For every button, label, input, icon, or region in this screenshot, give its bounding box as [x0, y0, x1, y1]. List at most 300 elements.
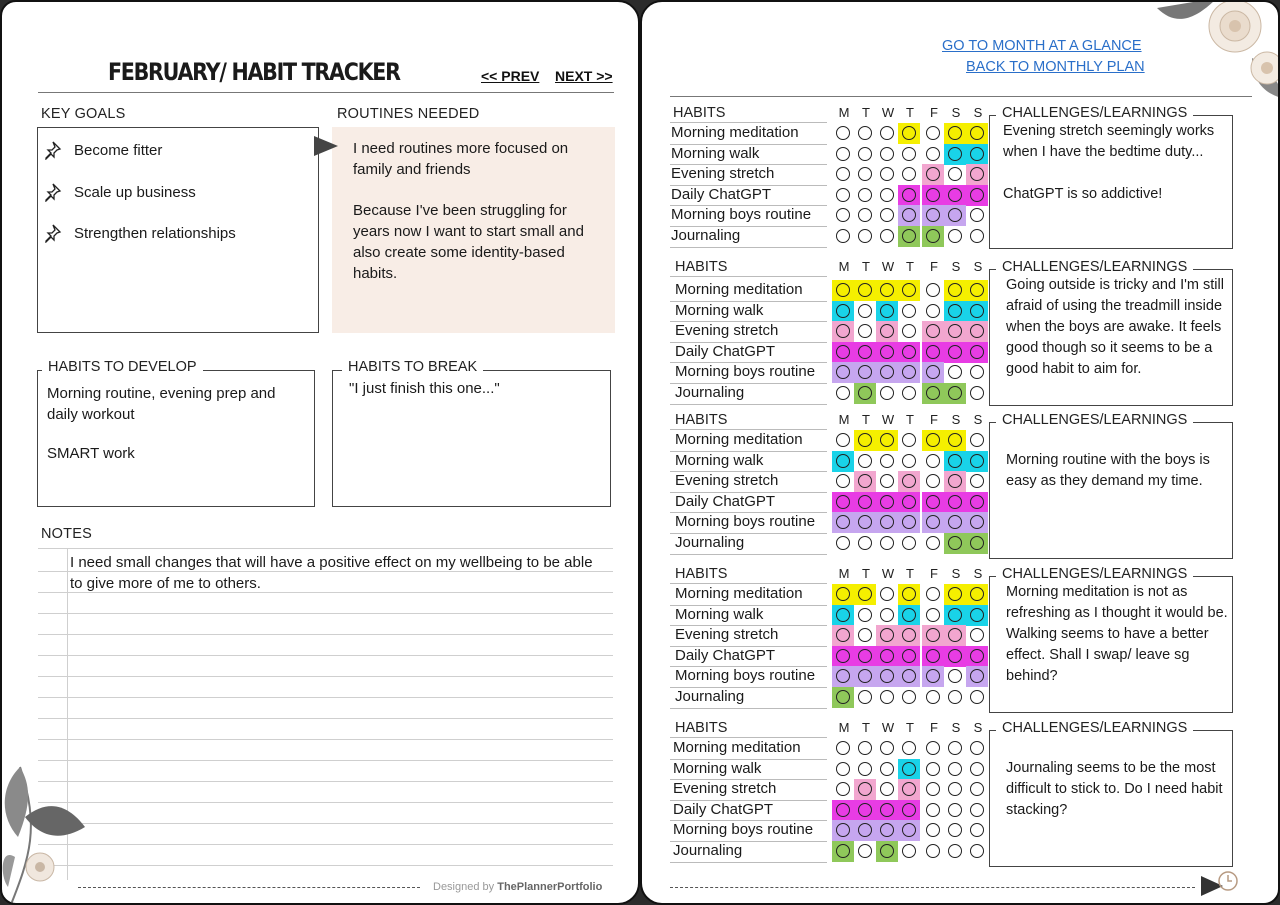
habit-check[interactable]: [854, 605, 876, 626]
check-circle-icon: [970, 803, 984, 817]
habit-check[interactable]: [944, 430, 966, 451]
check-circle-icon: [880, 649, 894, 663]
check-circle-icon: [880, 208, 894, 222]
habit-check[interactable]: [876, 584, 898, 605]
check-circle-icon: [970, 587, 984, 601]
check-circle-icon: [926, 229, 940, 243]
check-circle-icon: [926, 208, 940, 222]
habit-check[interactable]: [832, 779, 854, 800]
habit-check[interactable]: [832, 625, 854, 646]
habit-check[interactable]: [898, 123, 920, 144]
check-circle-icon: [902, 823, 916, 837]
check-circle-icon: [948, 587, 962, 601]
habit-check[interactable]: [854, 342, 876, 363]
arrow-right-icon: [314, 136, 342, 158]
habit-check[interactable]: [898, 584, 920, 605]
check-circle-icon: [970, 345, 984, 359]
habit-check[interactable]: [832, 144, 854, 165]
habit-check[interactable]: [898, 512, 920, 533]
habit-check[interactable]: [922, 451, 944, 472]
habit-check[interactable]: [832, 342, 854, 363]
check-circle-icon: [970, 741, 984, 755]
habit-check[interactable]: [832, 666, 854, 687]
habit-row-rule: [670, 404, 827, 405]
habit-check[interactable]: [876, 185, 898, 206]
day-label: T: [906, 105, 914, 120]
habit-check[interactable]: [922, 383, 944, 404]
check-circle-icon: [948, 690, 962, 704]
pin-icon: [42, 140, 62, 160]
habit-check[interactable]: [854, 280, 876, 301]
check-circle-icon: [948, 741, 962, 755]
habit-check[interactable]: [944, 123, 966, 144]
habit-check[interactable]: [876, 625, 898, 646]
habit-check[interactable]: [832, 123, 854, 144]
habit-check[interactable]: [898, 800, 920, 821]
habit-check[interactable]: [966, 533, 988, 554]
check-circle-icon: [926, 283, 940, 297]
check-circle-icon: [926, 126, 940, 140]
day-label: M: [838, 412, 850, 427]
habit-check[interactable]: [876, 492, 898, 513]
habit-check[interactable]: [966, 779, 988, 800]
habit-check[interactable]: [898, 625, 920, 646]
habit-check[interactable]: [944, 533, 966, 554]
check-circle-icon: [948, 844, 962, 858]
check-circle-icon: [948, 454, 962, 468]
habit-check[interactable]: [876, 759, 898, 780]
habit-check[interactable]: [898, 820, 920, 841]
habit-check[interactable]: [854, 164, 876, 185]
habit-check[interactable]: [832, 646, 854, 667]
habit-check[interactable]: [832, 841, 854, 862]
habit-check[interactable]: [854, 779, 876, 800]
habit-check[interactable]: [854, 738, 876, 759]
habit-check[interactable]: [876, 451, 898, 472]
habit-check[interactable]: [922, 301, 944, 322]
habit-check[interactable]: [832, 451, 854, 472]
check-circle-icon: [970, 762, 984, 776]
habit-check[interactable]: [832, 512, 854, 533]
habit-check[interactable]: [966, 759, 988, 780]
habit-check[interactable]: [854, 646, 876, 667]
habit-name: Journaling: [675, 688, 745, 705]
habit-check[interactable]: [898, 759, 920, 780]
habit-check[interactable]: [966, 841, 988, 862]
check-circle-icon: [836, 229, 850, 243]
habit-check[interactable]: [876, 800, 898, 821]
habit-check[interactable]: [898, 492, 920, 513]
check-circle-icon: [880, 386, 894, 400]
habit-check[interactable]: [944, 646, 966, 667]
habit-check[interactable]: [944, 280, 966, 301]
habit-check[interactable]: [944, 800, 966, 821]
habit-check[interactable]: [832, 492, 854, 513]
habit-check[interactable]: [854, 584, 876, 605]
check-circle-icon: [970, 229, 984, 243]
check-circle-icon: [902, 474, 916, 488]
habit-check[interactable]: [922, 164, 944, 185]
habit-check[interactable]: [898, 646, 920, 667]
habit-check[interactable]: [832, 738, 854, 759]
habit-check[interactable]: [922, 205, 944, 226]
check-circle-icon: [902, 803, 916, 817]
habit-check[interactable]: [854, 430, 876, 451]
check-circle-icon: [836, 386, 850, 400]
habit-check[interactable]: [966, 123, 988, 144]
habit-check[interactable]: [898, 666, 920, 687]
habit-check[interactable]: [922, 584, 944, 605]
habit-check[interactable]: [922, 430, 944, 451]
habit-check[interactable]: [854, 471, 876, 492]
habit-check[interactable]: [922, 185, 944, 206]
habit-check[interactable]: [876, 383, 898, 404]
habit-check[interactable]: [922, 123, 944, 144]
habit-check[interactable]: [944, 185, 966, 206]
habit-check[interactable]: [854, 841, 876, 862]
habit-check[interactable]: [898, 342, 920, 363]
habit-check[interactable]: [876, 841, 898, 862]
habit-check[interactable]: [966, 605, 988, 626]
habit-row-rule: [670, 247, 827, 248]
habit-name: Evening stretch: [675, 322, 779, 340]
habit-check[interactable]: [898, 301, 920, 322]
check-circle-icon: [926, 386, 940, 400]
habit-check[interactable]: [944, 301, 966, 322]
habit-check[interactable]: [854, 820, 876, 841]
habit-check[interactable]: [876, 666, 898, 687]
habit-check[interactable]: [854, 625, 876, 646]
check-circle-icon: [970, 188, 984, 202]
habit-check[interactable]: [922, 800, 944, 821]
habit-check[interactable]: [922, 605, 944, 626]
habit-check[interactable]: [832, 164, 854, 185]
check-circle-icon: [880, 690, 894, 704]
habit-check[interactable]: [966, 430, 988, 451]
check-circle-icon: [970, 365, 984, 379]
habit-check[interactable]: [832, 584, 854, 605]
habit-check[interactable]: [966, 820, 988, 841]
habit-check[interactable]: [922, 342, 944, 363]
habit-check[interactable]: [854, 800, 876, 821]
footer-rule: [78, 887, 420, 888]
habit-check[interactable]: [854, 451, 876, 472]
habit-check[interactable]: [876, 226, 898, 247]
habit-check[interactable]: [966, 646, 988, 667]
habit-check[interactable]: [854, 383, 876, 404]
habit-check[interactable]: [922, 471, 944, 492]
goal-item: Scale up business: [42, 182, 196, 202]
habit-check[interactable]: [832, 185, 854, 206]
check-circle-icon: [926, 690, 940, 704]
habit-check[interactable]: [966, 205, 988, 226]
habit-check[interactable]: [832, 226, 854, 247]
habit-check[interactable]: [854, 144, 876, 165]
day-label: M: [838, 566, 850, 581]
habit-check[interactable]: [966, 342, 988, 363]
habit-check[interactable]: [966, 666, 988, 687]
habit-check[interactable]: [898, 471, 920, 492]
month-glance-link[interactable]: GO TO MONTH AT A GLANCE: [942, 38, 1142, 54]
habit-check[interactable]: [898, 841, 920, 862]
check-circle-icon: [836, 304, 850, 318]
check-circle-icon: [902, 669, 916, 683]
habit-check[interactable]: [966, 185, 988, 206]
habit-check[interactable]: [876, 430, 898, 451]
habit-check[interactable]: [854, 666, 876, 687]
habit-name: Morning meditation: [671, 124, 799, 141]
habit-check[interactable]: [944, 471, 966, 492]
habit-check[interactable]: [966, 321, 988, 342]
prev-link[interactable]: << PREV: [481, 68, 540, 84]
check-circle-icon: [880, 587, 894, 601]
check-circle-icon: [926, 844, 940, 858]
habit-check[interactable]: [854, 533, 876, 554]
habit-check[interactable]: [944, 584, 966, 605]
habit-check[interactable]: [898, 205, 920, 226]
habit-check[interactable]: [922, 226, 944, 247]
check-circle-icon: [926, 474, 940, 488]
habit-check[interactable]: [922, 841, 944, 862]
habit-check[interactable]: [832, 280, 854, 301]
check-circle-icon: [902, 126, 916, 140]
habit-check[interactable]: [854, 759, 876, 780]
check-circle-icon: [836, 126, 850, 140]
habit-check[interactable]: [922, 666, 944, 687]
habit-check[interactable]: [922, 759, 944, 780]
habit-check[interactable]: [876, 321, 898, 342]
habit-check[interactable]: [966, 226, 988, 247]
pin-icon: [42, 223, 62, 243]
habit-check[interactable]: [876, 738, 898, 759]
habit-check[interactable]: [898, 321, 920, 342]
habit-check[interactable]: [966, 471, 988, 492]
habit-check[interactable]: [832, 800, 854, 821]
habit-check[interactable]: [854, 512, 876, 533]
habit-check[interactable]: [854, 321, 876, 342]
habit-check[interactable]: [898, 451, 920, 472]
habit-check[interactable]: [832, 362, 854, 383]
day-label: T: [906, 412, 914, 427]
habit-check[interactable]: [832, 759, 854, 780]
habit-check[interactable]: [944, 342, 966, 363]
habit-check[interactable]: [944, 512, 966, 533]
habit-check[interactable]: [922, 625, 944, 646]
day-label: T: [906, 259, 914, 274]
check-circle-icon: [948, 283, 962, 297]
habit-check[interactable]: [898, 383, 920, 404]
habit-check[interactable]: [832, 383, 854, 404]
check-circle-icon: [948, 628, 962, 642]
habit-check[interactable]: [898, 185, 920, 206]
habit-check[interactable]: [832, 301, 854, 322]
check-circle-icon: [880, 345, 894, 359]
habit-check[interactable]: [922, 492, 944, 513]
habit-check[interactable]: [876, 280, 898, 301]
check-circle-icon: [926, 628, 940, 642]
habit-check[interactable]: [922, 321, 944, 342]
habit-check[interactable]: [876, 605, 898, 626]
habit-check[interactable]: [898, 779, 920, 800]
habit-check[interactable]: [854, 205, 876, 226]
habit-check[interactable]: [944, 687, 966, 708]
habit-check[interactable]: [966, 362, 988, 383]
habit-check[interactable]: [944, 226, 966, 247]
key-goals-label: KEY GOALS: [41, 106, 126, 122]
habit-check[interactable]: [944, 205, 966, 226]
habit-check[interactable]: [966, 451, 988, 472]
habit-check[interactable]: [944, 362, 966, 383]
habit-check[interactable]: [832, 533, 854, 554]
check-circle-icon: [836, 474, 850, 488]
check-circle-icon: [880, 608, 894, 622]
habit-check[interactable]: [966, 301, 988, 322]
habit-check[interactable]: [944, 738, 966, 759]
check-circle-icon: [926, 365, 940, 379]
check-circle-icon: [858, 365, 872, 379]
habit-check[interactable]: [944, 144, 966, 165]
next-link[interactable]: NEXT >>: [555, 68, 613, 84]
habit-check[interactable]: [898, 605, 920, 626]
habit-check[interactable]: [832, 430, 854, 451]
habit-check[interactable]: [898, 226, 920, 247]
habit-check[interactable]: [876, 779, 898, 800]
habit-check[interactable]: [876, 471, 898, 492]
habit-check[interactable]: [854, 226, 876, 247]
habit-check[interactable]: [854, 301, 876, 322]
habit-check[interactable]: [832, 471, 854, 492]
check-circle-icon: [926, 587, 940, 601]
habit-check[interactable]: [876, 512, 898, 533]
habit-check[interactable]: [922, 820, 944, 841]
monthly-plan-link[interactable]: BACK TO MONTHLY PLAN: [966, 59, 1145, 75]
habit-check[interactable]: [854, 492, 876, 513]
habit-name: Morning meditation: [675, 585, 803, 602]
habit-check[interactable]: [944, 451, 966, 472]
habit-check[interactable]: [876, 164, 898, 185]
habit-check[interactable]: [944, 779, 966, 800]
challenges-label: CHALLENGES/LEARNINGS: [996, 105, 1193, 121]
habit-check[interactable]: [944, 625, 966, 646]
habit-check[interactable]: [876, 342, 898, 363]
habit-check[interactable]: [876, 123, 898, 144]
habit-check[interactable]: [898, 533, 920, 554]
check-circle-icon: [902, 208, 916, 222]
check-circle-icon: [970, 454, 984, 468]
habit-check[interactable]: [966, 687, 988, 708]
habit-check[interactable]: [898, 362, 920, 383]
habit-check[interactable]: [832, 820, 854, 841]
habit-check[interactable]: [898, 280, 920, 301]
check-circle-icon: [836, 741, 850, 755]
check-circle-icon: [902, 608, 916, 622]
habit-check[interactable]: [944, 492, 966, 513]
habit-check[interactable]: [898, 144, 920, 165]
habit-check[interactable]: [922, 362, 944, 383]
habit-check[interactable]: [922, 533, 944, 554]
habit-check[interactable]: [876, 205, 898, 226]
check-circle-icon: [858, 304, 872, 318]
habit-check[interactable]: [944, 820, 966, 841]
check-circle-icon: [858, 741, 872, 755]
habit-check[interactable]: [876, 820, 898, 841]
habit-check[interactable]: [966, 625, 988, 646]
check-circle-icon: [858, 649, 872, 663]
check-circle-icon: [836, 515, 850, 529]
habit-check[interactable]: [966, 164, 988, 185]
clock-icon: [1217, 870, 1239, 892]
habit-check[interactable]: [944, 605, 966, 626]
check-circle-icon: [836, 844, 850, 858]
habit-check[interactable]: [854, 123, 876, 144]
habit-check[interactable]: [966, 383, 988, 404]
habit-check[interactable]: [944, 321, 966, 342]
habit-check[interactable]: [922, 280, 944, 301]
habit-check[interactable]: [922, 512, 944, 533]
check-circle-icon: [836, 147, 850, 161]
day-label: S: [973, 720, 983, 735]
habit-check[interactable]: [876, 301, 898, 322]
habit-check[interactable]: [854, 362, 876, 383]
check-circle-icon: [970, 304, 984, 318]
habit-check[interactable]: [944, 383, 966, 404]
check-circle-icon: [858, 208, 872, 222]
habit-check[interactable]: [944, 164, 966, 185]
habit-check[interactable]: [922, 738, 944, 759]
habit-check[interactable]: [876, 687, 898, 708]
check-circle-icon: [880, 823, 894, 837]
habit-check[interactable]: [966, 584, 988, 605]
habit-check[interactable]: [966, 800, 988, 821]
routines-label: ROUTINES NEEDED: [337, 106, 480, 122]
habit-check[interactable]: [898, 430, 920, 451]
check-circle-icon: [948, 433, 962, 447]
habit-check[interactable]: [944, 666, 966, 687]
check-circle-icon: [858, 167, 872, 181]
habit-check[interactable]: [832, 205, 854, 226]
habit-check[interactable]: [944, 759, 966, 780]
check-circle-icon: [926, 803, 940, 817]
check-circle-icon: [836, 433, 850, 447]
habit-check[interactable]: [832, 605, 854, 626]
habit-check[interactable]: [922, 779, 944, 800]
habit-check[interactable]: [922, 687, 944, 708]
habit-check[interactable]: [898, 738, 920, 759]
habit-check[interactable]: [832, 687, 854, 708]
habit-check[interactable]: [944, 841, 966, 862]
day-label: M: [838, 259, 850, 274]
check-circle-icon: [858, 844, 872, 858]
habit-check[interactable]: [898, 687, 920, 708]
habit-check[interactable]: [854, 687, 876, 708]
habit-check[interactable]: [966, 738, 988, 759]
habit-check[interactable]: [922, 144, 944, 165]
habit-check[interactable]: [922, 646, 944, 667]
habit-check[interactable]: [876, 144, 898, 165]
habit-check[interactable]: [854, 185, 876, 206]
habit-check[interactable]: [876, 362, 898, 383]
habit-check[interactable]: [898, 164, 920, 185]
habit-check[interactable]: [966, 492, 988, 513]
habit-check[interactable]: [966, 280, 988, 301]
day-label: S: [951, 566, 961, 581]
habit-check[interactable]: [966, 512, 988, 533]
habit-check[interactable]: [876, 533, 898, 554]
check-circle-icon: [970, 782, 984, 796]
habit-check[interactable]: [966, 144, 988, 165]
habit-check[interactable]: [832, 321, 854, 342]
habit-check[interactable]: [876, 646, 898, 667]
